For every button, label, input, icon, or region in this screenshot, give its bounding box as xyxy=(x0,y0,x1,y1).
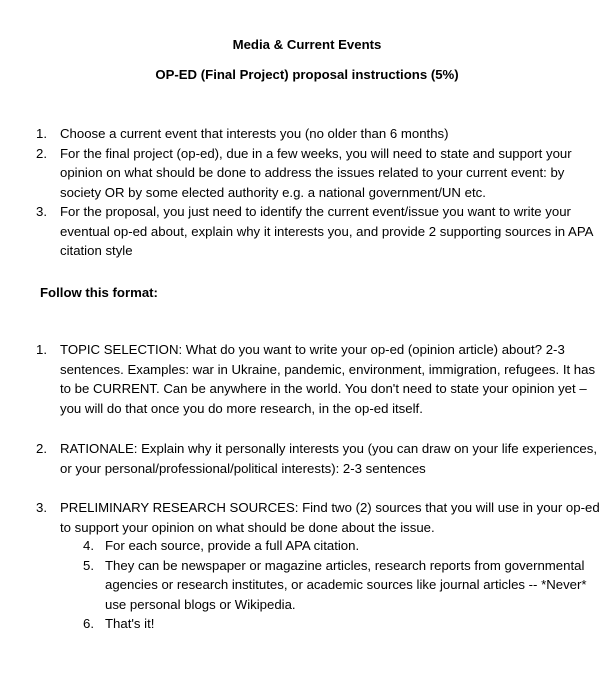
format-list xyxy=(36,340,605,418)
sub-item-text: They can be newspaper or magazine articles, research reports from governmental agencies or research institutes, or academic sources like journal articles -- *Never* use personal blogs or Wikipedia. xyxy=(105,557,587,612)
instruction-text: For the final project (op-ed), due in a few weeks, you will need to state and support your opinion on what should be done to address the issues related to your current event: by society OR by some elected authority e.g. a national government/UN etc. xyxy=(60,145,572,200)
instruction-text: Choose a current event that interests you (no older than 6 months) xyxy=(60,126,449,141)
instruction-text: For the proposal, you just need to identify the current event/issue you want to write your eventual op-ed about, explain why it interests you, and provide 2 supporting sources in APA citation style xyxy=(60,204,593,258)
sub-item-text: For each source, provide a full APA citation. xyxy=(105,538,360,553)
instruction-item xyxy=(36,124,605,144)
list-number: 2. xyxy=(36,441,47,456)
list-number: 1. xyxy=(36,126,47,141)
sub-list-item xyxy=(83,556,595,615)
instruction-item xyxy=(36,202,605,261)
format-item-text: RATIONALE: Explain why it personally interests you (you can draw on your life experiences, or your personal/professional/political interests): 2-3 sentences xyxy=(60,441,598,476)
list-number: 6. xyxy=(83,616,94,631)
list-number: 4. xyxy=(83,538,94,553)
format-heading: Follow this format: xyxy=(40,285,158,300)
sub-list-item xyxy=(83,614,595,634)
list-number: 1. xyxy=(36,342,47,357)
sub-list-item xyxy=(83,536,595,556)
format-list-sources xyxy=(36,498,605,537)
list-number: 3. xyxy=(36,500,47,515)
format-list-rationale xyxy=(36,439,605,478)
format-item-text: TOPIC SELECTION: What do you want to write your op-ed (opinion article) about? 2-3 sentences. Examples: war in Ukraine, pandemic, environment, immigration, refugees. It has to be CURRENT. Can be anywhere in the world. You don't need to state your opinion yet – you will do that once you do more research, in the op-ed itself. xyxy=(60,342,596,416)
list-number: 2. xyxy=(36,145,47,161)
document-subtitle: OP-ED (Final Project) proposal instructions (5%) xyxy=(155,67,459,82)
format-item-topic xyxy=(36,340,605,418)
list-number: 3. xyxy=(36,204,47,219)
instructions-list xyxy=(36,124,605,261)
format-item-text: PRELIMINARY RESEARCH SOURCES: Find two (2) sources that you will use in your op-ed to support your opinion on what should be done about the issue. xyxy=(60,500,600,535)
list-number: 5. xyxy=(83,557,94,573)
format-item-rationale xyxy=(36,439,605,478)
sources-sub-list xyxy=(83,536,595,634)
format-item-sources xyxy=(36,498,605,537)
document-title: Media & Current Events xyxy=(232,37,382,52)
instruction-item xyxy=(36,144,605,203)
sub-item-text: That's it! xyxy=(105,616,155,631)
